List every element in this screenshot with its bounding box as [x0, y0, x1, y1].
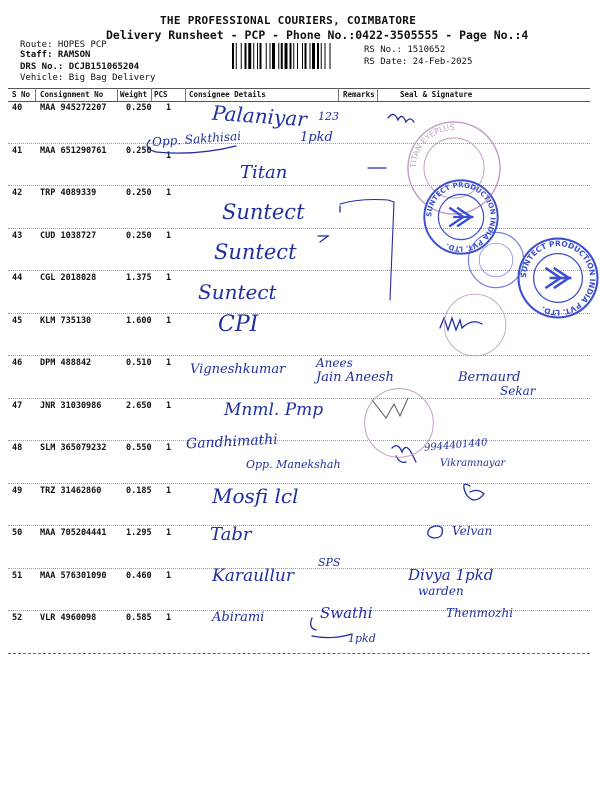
row-consignment: MAA 705204441	[40, 528, 107, 538]
row-consignment: TRZ 31462860	[40, 485, 102, 496]
hw-row51-warden: warden	[418, 584, 464, 598]
row-sno: 45	[12, 315, 23, 326]
row-consignment: CUD 1038727	[40, 230, 97, 241]
titan-stamp-text: TITAN EYEPLUS	[408, 122, 455, 169]
row-sno: 49	[12, 485, 23, 496]
hw-row51-sps: SPS	[318, 556, 341, 569]
hw-row48-opp: Opp. Manekshah	[246, 458, 341, 471]
hw-row48-phone: 9944401440	[423, 437, 488, 454]
hw-row46-anees: Anees	[316, 356, 353, 370]
staff: Staff: RAMSON	[20, 50, 91, 60]
row-weight: 0.550	[126, 443, 152, 453]
hw-row42: Suntect	[222, 200, 305, 224]
row-sno: 51	[12, 570, 23, 581]
row-pcs: 1	[166, 188, 172, 198]
barcode	[232, 43, 356, 69]
row-pcs: 1	[166, 103, 172, 113]
table-row	[8, 483, 590, 526]
hw-row40-name: Palaniyar	[211, 100, 308, 132]
runsheet-title: Delivery Runsheet - PCP - Phone No.:0422-3505555 - Page No.:4	[106, 28, 529, 42]
rs-number: RS No.: 1510652	[364, 45, 446, 55]
hw-row50: Tabr	[210, 524, 252, 545]
row-weight: 0.250	[126, 188, 152, 198]
row-pcs: 1	[166, 443, 172, 453]
table-row	[8, 525, 590, 568]
row-weight: 1.600	[126, 315, 152, 326]
row-pcs: 1	[166, 315, 172, 326]
row-consignment: TRP 4089339	[40, 188, 97, 198]
row-weight: 0.250	[126, 103, 152, 113]
row-weight: 0.585	[126, 613, 152, 623]
row-consignment: VLR 4960098	[40, 613, 97, 623]
hw-row50-sig: Velvan	[452, 524, 493, 538]
row-consignment: KLM 735130	[40, 315, 92, 326]
col-consignment: Consignment No	[40, 90, 104, 99]
row-sno: 41	[12, 145, 23, 156]
col-consignee: Consignee Details	[189, 90, 266, 99]
row-pcs: 1	[166, 400, 172, 411]
hw-row44: Suntect	[198, 280, 277, 304]
row-sno: 50	[12, 528, 23, 538]
hw-row52-sign: Thenmozhi	[446, 606, 514, 620]
row-pcs: 1	[166, 273, 172, 283]
hw-row46-sekar: Sekar	[500, 384, 536, 398]
row-weight: 1.295	[126, 528, 152, 538]
suntect-stamp-1-text: SUNTECT PRODUCTION INDIA PVT. LTD.	[424, 180, 498, 254]
hw-row52-swathi: Swathi	[320, 604, 373, 622]
row-sno: 48	[12, 443, 23, 453]
row-weight: 0.185	[126, 485, 152, 496]
row-weight: 1.375	[126, 273, 152, 283]
row-pcs: 1	[166, 150, 172, 161]
row-pcs: 1	[166, 358, 172, 368]
row-consignment: DPM 488842	[40, 358, 92, 368]
hw-row41-titan: Titan	[240, 162, 288, 183]
row-pcs: 1	[166, 528, 172, 538]
vehicle: Vehicle: Big Bag Delivery	[20, 73, 156, 83]
row-sno: 44	[12, 273, 23, 283]
suntect-stamp-2	[516, 236, 600, 320]
suntect-stamp-2-text: SUNTECT PRODUCTION INDIA PVT. LTD.	[518, 239, 597, 317]
col-seal: Seal & Signature	[400, 90, 473, 99]
row-sno: 52	[12, 613, 23, 623]
svg-text:TITAN EYEPLUS	[409, 123, 455, 169]
hw-row49: Mosfi lcl	[212, 484, 299, 508]
row-sno: 46	[12, 358, 23, 368]
row-pcs: 1	[166, 485, 172, 496]
row-sno: 42	[12, 188, 23, 198]
hw-row41-opp: Opp. Sakthisai	[151, 128, 242, 150]
faint-stamp	[440, 290, 510, 360]
rs-date: RS Date: 24-Feb-2025	[364, 57, 473, 67]
col-remarks: Remarks	[343, 90, 375, 99]
hw-row52-name: Abirami	[212, 610, 265, 625]
hw-row46-jain: Jain Aneesh	[316, 370, 394, 385]
faint-stamp-2	[360, 384, 438, 462]
hw-row48-name: Gandhimathi	[185, 431, 279, 453]
col-sno: S No	[12, 90, 31, 99]
hw-row41-pkd: 1pkd	[300, 130, 333, 145]
row-weight: 0.250	[126, 230, 152, 241]
row-sno: 47	[12, 400, 23, 411]
company-name: THE PROFESSIONAL COURIERS, COIMBATORE	[160, 14, 417, 27]
table-row	[8, 568, 590, 611]
hw-row51-divya: Divya 1pkd	[408, 566, 494, 584]
row-sno: 43	[12, 230, 23, 241]
row-separator	[8, 653, 590, 654]
hw-row46-bernaurd: Bernaurd	[458, 370, 521, 385]
hw-row46-name: Vigneshkumar	[190, 362, 286, 377]
row-consignment: JNR 31030986	[40, 400, 102, 411]
hw-row43: Suntect	[214, 240, 297, 264]
hw-row48-sign: Vikramnayar	[440, 458, 506, 469]
col-weight: Weight	[120, 90, 148, 99]
row-consignment: MAA 651290761	[40, 145, 107, 156]
row-weight: 0.250	[126, 145, 152, 156]
row-pcs: 1	[166, 570, 172, 581]
row-pcs: 1	[166, 613, 172, 623]
drs-number: DRS No.: DCJB151065204	[20, 62, 140, 72]
suntect-stamp-ghost	[466, 230, 526, 290]
hw-row40-num: 123	[318, 110, 339, 123]
row-consignment: SLM 365079232	[40, 443, 107, 453]
hw-row52-pkd: 1pkd	[348, 632, 376, 645]
row-weight: 0.510	[126, 358, 152, 368]
row-weight: 2.650	[126, 400, 152, 411]
row-consignment: MAA 945272207	[40, 103, 107, 113]
hw-row45: CPI	[218, 312, 259, 337]
row-consignment: MAA 576301090	[40, 570, 107, 581]
row-sno: 40	[12, 103, 23, 113]
route: Route: HOPES PCP	[20, 40, 107, 50]
row-weight: 0.460	[126, 570, 152, 581]
row-pcs: 1	[166, 230, 172, 241]
hw-row47: Mnml. Pmp	[224, 400, 324, 420]
hw-row51-name: Karaullur	[212, 566, 294, 586]
row-consignment: CGL 2018028	[40, 273, 97, 283]
col-pcs: PCS	[154, 90, 168, 99]
